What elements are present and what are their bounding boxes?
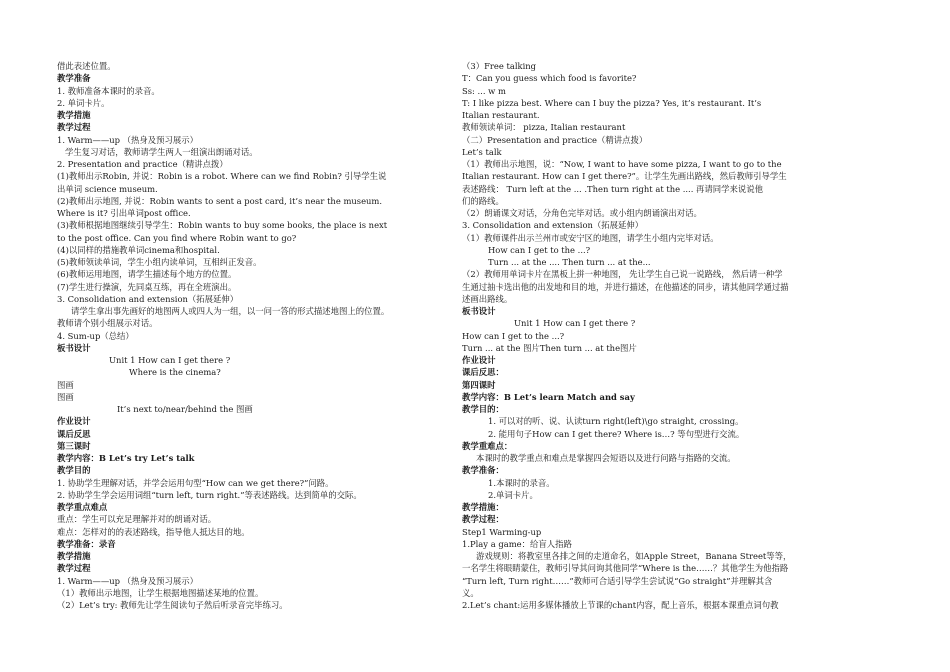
text-line: T: I like pizza best. Where can I buy the pizza? Yes, it’s restaurant. It’s (462, 97, 762, 108)
text-line: 2. 能用句子How can I get there? Where is…? 等句型进行交流。 (488, 428, 745, 439)
text-line: 1.Play a game：给盲人指路 (462, 538, 572, 549)
text-line: 3. Consolidation and extension（拓展延伸） (57, 293, 239, 304)
right-column (462, 60, 852, 611)
text-line: 2.Let’s chant:运用多媒体播放上节课的chant内容，配上音乐，根据本课重点词句教 (462, 600, 779, 610)
section-heading: 教学内容：B Let’s try Let’s talk (57, 453, 195, 463)
left-column (57, 60, 447, 611)
text-line: 1. 教师准备本课时的录音。 (57, 85, 160, 96)
text-line: 2.单词卡片。 (488, 489, 538, 500)
text-line: Where is it? 引出单词post office. (57, 208, 191, 218)
section-heading: 作业设计 (462, 355, 496, 365)
text-line: How can I get to the ...? (488, 244, 591, 255)
section-heading: 教学目的： (462, 404, 504, 414)
section-heading: 教学重点难点 (57, 502, 108, 512)
text-line: 1. 协助学生理解对话，并学会运用句型“How can we get there?”问路。 (57, 477, 334, 488)
text-line: (3)教师根据地图继续引导学生：Robin wants to buy some books, the place is next (57, 220, 388, 231)
section-heading: 教学目的 (57, 465, 91, 476)
text-line: 义。 (462, 587, 479, 598)
text-line: 1. Warm——up （热身及预习展示） (57, 575, 199, 586)
text-line: 教师请个别小组展示对话。 (57, 318, 158, 329)
section-heading: 教学措施 (57, 110, 91, 120)
text-line: 们的路线。 (462, 195, 504, 206)
text-line: T：Can you guess which food is favorite? (462, 73, 637, 84)
text-line: 游戏规则：将教室里各排之间的走道命名，如Apple Street，Banana Street等等， (476, 551, 792, 561)
section-heading: 教学准备：录音 (57, 538, 116, 549)
text-line: (6)教师运用地图，请学生描述每个地方的位置。 (57, 269, 237, 280)
text-line: Turn ... at the .... Then turn ... at the... (488, 257, 651, 267)
section-heading: 教学措施 (57, 551, 91, 561)
section-heading: 课后反思 (57, 428, 91, 439)
section-heading: 课后反思： (462, 367, 504, 378)
text-line: 述画出路线。 (462, 293, 513, 304)
text-line: Unit 1 How can I get there ? (514, 318, 636, 329)
section-heading: 教学过程 (57, 122, 91, 133)
text-line: 表述路线： Turn left at the ... .Then turn right at the .... 再请同学来说说他 (462, 183, 764, 194)
text-line: 一名学生将眼睛蒙住，教师引导其问询其他同学“Where is the……？其他学生为他指路 (462, 563, 789, 574)
section-heading: 教学准备 (57, 73, 91, 84)
section-heading: 教学过程 (57, 563, 91, 574)
text-line: 学生复习对话，教师请学生两人一组演出朗诵对话。 (65, 146, 258, 157)
text-line: 2. 协助学生学会运用词组“turn left, turn right.”等表述路线。达到简单的交际。 (57, 489, 362, 500)
text-line: 图画 (57, 379, 74, 390)
section-heading: 教学重难点： (462, 440, 513, 451)
text-line: （1）教师出示地图，让学生根据地图描述某地的位置。 (57, 587, 264, 598)
text-line: 出单词 science museum. (57, 183, 158, 194)
text-line: It’s next to/near/behind the 图画 (117, 404, 253, 414)
text-line: （2）朗诵课文对话，分角色完毕对话。或小组内朗诵演出对话。 (462, 208, 702, 218)
text-line: (2)教师出示地图, 并说：Robin wants to sent a post card, it’s near the museum. (57, 195, 383, 206)
text-line: Italian restaurant. (462, 110, 540, 120)
text-line: 重点：学生可以充足理解并对的朗诵对话。 (57, 514, 217, 525)
text-line: 本课时的教学重点和难点是掌握四会短语以及进行问路与指路的交流。 (476, 453, 736, 463)
text-line: Let’s talk (462, 146, 502, 157)
text-line: 2. Presentation and practice（精讲点拨） (57, 159, 228, 169)
text-line: Turn ... at the 图片Then turn ... at the图片 (462, 342, 637, 353)
text-line: （2）教师用单词卡片在黑板上拼一种地图， 先让学生自己说一说路线， 然后请一种学 (462, 269, 783, 280)
text-line: to the post office. Can you find where Robin want to go? (57, 232, 297, 243)
section-heading: 教学准备： (462, 465, 504, 476)
text-line: 3. Consolidation and extension（拓展延伸） (462, 220, 644, 231)
text-line: （3）Free talking (462, 61, 537, 71)
text-line: （1）教师出示地图，说：“Now, I want to have some pizza, I want to go to the (462, 159, 782, 169)
text-line: 1. 可以对的听、说、认读turn right(left)\go straight, crossing。 (488, 416, 744, 427)
section-heading: 教学措施： (462, 502, 504, 512)
text-line: 教师领读单词： pizza, Italian restaurant (462, 122, 626, 133)
text-line: (4)以同样的措施教单词cinema和hospital. (57, 244, 220, 255)
section-heading: 第三课时 (57, 440, 91, 451)
section-heading: 板书设计 (462, 306, 496, 316)
text-line: Where is the cinema? (129, 367, 221, 378)
text-line: 2. 单词卡片。 (57, 97, 110, 108)
text-line: Unit 1 How can I get there ? (109, 355, 231, 365)
text-line: (7)学生进行操演，先同桌互练，再在全班演出。 (57, 281, 237, 292)
text-line: How can I get to the ...? (462, 330, 565, 341)
text-line: (1)教师出示Robin, 并说：Robin is a robot. Where can we find Robin? 引导学生说 (57, 171, 387, 182)
text-line: “Turn left, Turn right……”教师可合适引导学生尝试说“Go straight”并理解其含 (462, 575, 773, 586)
section-heading: 第四课时 (462, 379, 496, 390)
text-line: 借此表述位置。 (57, 61, 116, 71)
text-line: 请学生拿出事先画好的地图两人或四人为一组，以一问一答的形式描述地图上的位置。 (71, 306, 390, 316)
text-line: 4. Sum-up（总结） (57, 330, 134, 341)
text-line: （2）Let’s try: 教师先让学生阅读句子然后听录音完毕练习。 (57, 600, 288, 610)
section-heading: 作业设计 (57, 416, 91, 427)
section-heading: 教学过程： (462, 514, 504, 525)
text-line: (5)教师领读单词，学生小组内读单词，互相纠正发音。 (57, 257, 262, 267)
section-heading: 教学内容：B Let’s learn Match and say (462, 391, 635, 402)
section-heading: 板书设计 (57, 342, 91, 353)
text-line: 难点：怎样对的的表述路线，指导他人抵达目的地。 (57, 526, 250, 537)
text-line: Step1 Warming-up (462, 526, 542, 537)
text-line: Ss: ... w m (462, 85, 506, 96)
text-line: （二）Presentation and practice（精讲点拨） (462, 134, 648, 145)
text-line: 生通过抽卡选出他的出发地和目的地，并进行描述，在他描述的同步，请其他同学通过描 (462, 281, 789, 292)
text-line: 图画 (57, 391, 74, 402)
text-line: Italian restaurant. How can I get there?”。让学生先画出路线，然后教师引导学生 (462, 171, 787, 182)
text-line: 1.本课时的录音。 (488, 477, 555, 488)
text-line: （1）教师课件出示兰州市或安宁区的地图，请学生小组内完毕对话。 (462, 232, 719, 243)
text-line: 1. Warm——up （热身及预习展示） (57, 134, 199, 145)
